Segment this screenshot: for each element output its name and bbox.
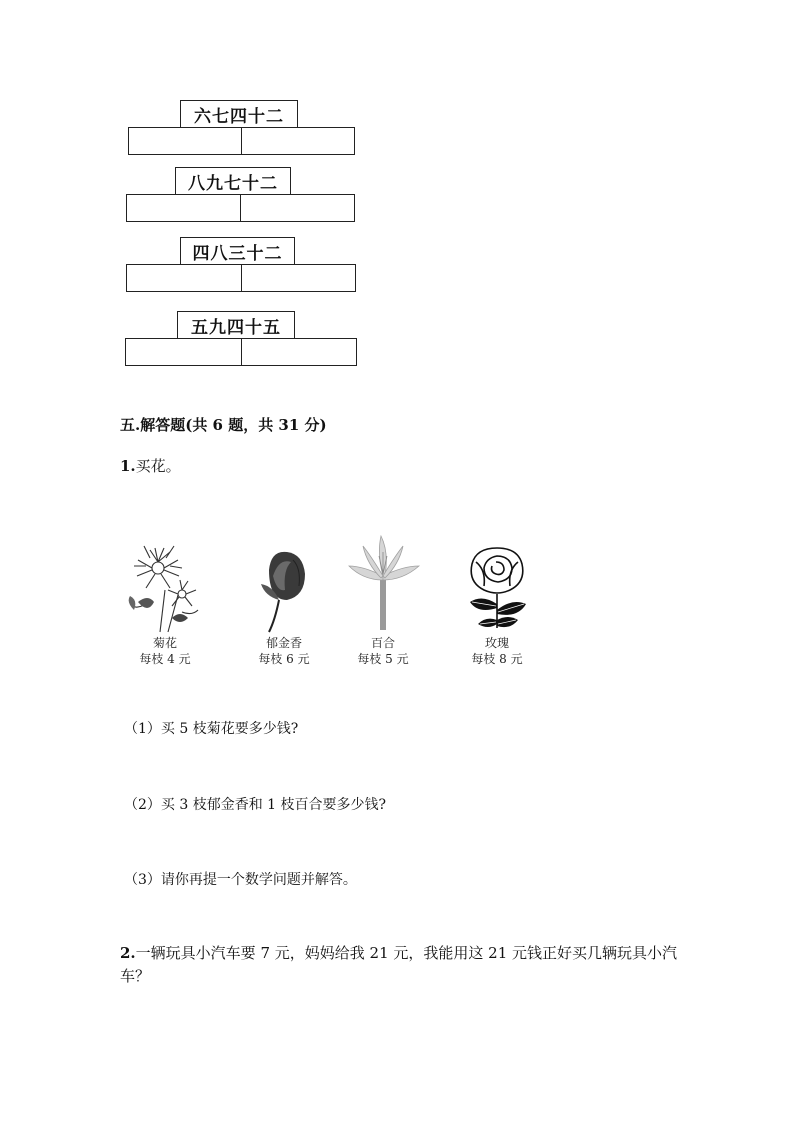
rose-icon: [452, 540, 542, 635]
question-text: 一辆玩具小汽车要 7 元，妈妈给我 21 元，我能用这 21 元钱正好买几辆玩具小汽车？: [120, 944, 678, 985]
question-number: 2.: [120, 944, 136, 962]
flower-name: 菊花: [152, 636, 177, 650]
answer-box-left[interactable]: [129, 128, 241, 154]
flower-tulip: [234, 540, 334, 667]
section-heading: 五.解答题(共 6 题，共 31 分): [120, 416, 327, 434]
subquestion-2: （2）买 3 枝郁金香和 1 枝百合要多少钱?: [124, 797, 387, 813]
answer-box-left[interactable]: [127, 265, 241, 291]
formula-label: 五九四十五: [177, 311, 295, 338]
formula-answer-boxes: [126, 264, 356, 292]
formula-block-1: [128, 100, 355, 155]
flower-price: 每枝 6 元: [258, 652, 310, 666]
flower-price: 每枝 4 元: [139, 652, 191, 666]
formula-answer-boxes: [126, 194, 355, 222]
formula-answer-boxes: [128, 127, 355, 155]
flower-price: 每枝 8 元: [471, 652, 523, 666]
flower-name: 百合: [370, 636, 395, 650]
answer-box-left[interactable]: [127, 195, 240, 221]
flower-rose: [447, 540, 547, 667]
answer-box-left[interactable]: [126, 339, 241, 365]
question-1-title: [120, 455, 181, 476]
answer-box-right[interactable]: [240, 195, 354, 221]
formula-answer-boxes: [125, 338, 357, 366]
lily-icon: [333, 532, 433, 635]
subquestion-1: （1）买 5 枝菊花要多少钱?: [124, 721, 299, 737]
flower-name: 郁金香: [265, 636, 302, 650]
formula-label: 八九七十二: [175, 167, 291, 194]
formula-label: 六七四十二: [180, 100, 298, 127]
flower-chrysanthemum: [115, 540, 215, 667]
formula-block-3: [126, 237, 356, 292]
question-number: 1.: [120, 457, 136, 475]
subquestion-3: （3）请你再提一个数学问题并解答。: [124, 872, 357, 888]
formula-block-4: [125, 311, 357, 366]
answer-box-right[interactable]: [241, 339, 357, 365]
tulip-icon: [239, 540, 329, 635]
formula-label: 四八三十二: [180, 237, 295, 264]
chrysanthemum-icon: [120, 540, 210, 635]
question-text: 买花。: [135, 457, 181, 475]
flower-name: 玫瑰: [484, 636, 509, 650]
formula-block-2: [126, 167, 355, 222]
answer-box-right[interactable]: [241, 128, 354, 154]
question-2: [120, 942, 680, 988]
answer-box-right[interactable]: [241, 265, 356, 291]
flower-lily: [333, 532, 433, 667]
flower-price: 每枝 5 元: [357, 652, 409, 666]
